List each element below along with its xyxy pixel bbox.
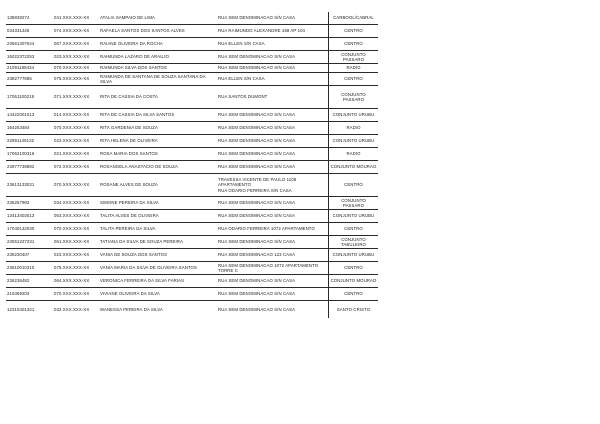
cpf-cell: 074.XXX.XXX-XX [54,28,90,34]
bairro-cell: RADIO [329,64,379,73]
table-row [6,51,378,64]
nis-cell: 23661307644 [7,41,35,47]
address-cell: RUA ELLEN S/N CASA [218,76,265,82]
nis-cell: 2382777685 [7,76,32,82]
table-row [6,64,378,73]
nis-cell: 138839274 [7,15,30,21]
nis-cell: 17062100316 [7,151,35,157]
name-cell: ROSANGELA ANASTACIO DE SOUZA [100,164,178,170]
cpf-cell: 063.XXX.XXX-XX [54,213,90,219]
name-cell: RITA DE CASSIA DA SILVA SANTOS [100,112,175,118]
cpf-cell: 064.XXX.XXX-XX [54,278,90,284]
address-cell: RUA ELLEN S/N CASA [218,41,265,47]
bairro-cell: CONJUNTO TABULEIRO [329,236,379,249]
address-cell: RUA SANTOS DUMONT [218,94,268,100]
name-cell: RAFAELA SANTOS DOS SANTOS ALVES [100,28,185,34]
cpf-cell: 014.XXX.XXX-XX [54,112,90,118]
bairro-cell: CARBOOL/CABRAL [329,12,379,25]
table-row [6,122,378,135]
name-cell: RITA HELENA DE OLIVEIRA [100,138,158,144]
table-row [6,25,378,38]
bairro-cell: RADIO [329,122,379,135]
bairro-cell: CENTRO [329,73,379,86]
nis-cell: 23061227231 [7,239,35,245]
address-cell: RUA SEM DENOMINACAO S/N CASA [218,151,296,157]
address-cell: RUA SEM DENOMINACAO S/N CASA [218,239,296,245]
bairro-cell: CENTRO [329,25,379,38]
name-cell: SIMONE PEREIRA DA SILVA [100,200,159,206]
address-cell: RUA SEM DENOMINACAO S/N CASA [218,54,296,60]
bairro-cell: CONJUNTO MOURAO [329,161,379,174]
cpf-cell: 070.XXX.XXX-XX [54,65,90,71]
cpf-cell: 070.XXX.XXX-XX [54,291,90,297]
table-row [6,38,378,51]
nis-cell: 236236482 [7,278,30,284]
nis-cell: 236267982 [7,200,30,206]
name-cell: ROSANE ALVES DE SOUZA [100,182,158,188]
cpf-cell: 021.XXX.XXX-XX [54,151,90,157]
bairro-cell: CONJUNTO MOURAO [329,275,379,288]
nis-cell: 034331345 [7,28,30,34]
bairro-cell: CONJUNTO PASSARO [329,51,379,64]
name-cell: RAIMUNDA LAZARO DE ARAUJO [100,54,170,60]
table-row [6,12,378,25]
table-row [6,73,378,86]
table-row [6,210,378,223]
cpf-cell: 023.XXX.XXX-XX [54,54,90,60]
cpf-cell: 023.XXX.XXX-XX [54,252,90,258]
name-cell: TALITA PEREIRA DA SILVA [100,226,156,232]
nis-cell: 16022372253 [7,54,35,60]
nis-cell: 22891149132 [7,138,35,144]
address-cell: RUA SEM DENOMINACAO S/N CASA [218,278,296,284]
nis-cell: 17061100219 [7,94,35,100]
table-row [6,135,378,148]
bairro-cell: RADIO [329,148,379,161]
bairro-cell: CENTRO [329,38,379,51]
bairro-cell: CONJUNTO URUBU [329,109,379,122]
table-row [6,86,378,109]
table-row [6,275,378,288]
cpf-cell: 032.XXX.XXX-XX [54,306,90,312]
name-cell: ROSA MARIA DOS SANTOS [100,151,158,157]
address-line-secondary: RUA ODARIO FERREIRA S/N CASA [218,187,292,193]
table-row [6,161,378,174]
address-cell: RUA SEM DENOMINACAO 123 CASA [218,252,296,258]
address-line: RUA SEM DENOMINACAO 1072 APARTAMENTO [218,262,319,268]
nis-cell: 164253484 [7,125,30,131]
nis-cell: 236230407 [7,252,30,258]
table-row [6,236,378,249]
address-cell: RUA SEM DENOMINACAO S/N CASA [218,112,296,118]
bairro-cell: CONJUNTO PASSARO [329,86,379,109]
nis-cell: 17040132030 [7,226,35,232]
cpf-cell: 072.XXX.XXX-XX [54,164,90,170]
bairro-cell: SANTO CRISTO [329,301,379,319]
address-cell: RUA SEM DENOMINACAO S/N CASA [218,164,296,170]
cpf-cell: 071.XXX.XXX-XX [54,94,90,100]
name-cell: VIVIANE OLIVEIRA DA SILVA [100,291,160,297]
bairro-cell: CONJUNTO URUBU [329,249,379,262]
bairro-cell: CENTRO [329,174,379,197]
name-cell: RAIMUNDA DE SANTANA DE SOUZA SANTANA DA SILVA [100,73,206,84]
nis-cell: 14422001013 [7,112,35,118]
table-row [6,223,378,236]
name-cell: RAIANE OLIVEIRA DA ROCHA [100,41,163,47]
address-cell: RUA SEM DENOMINACAO S/N CASA [218,125,296,131]
cpf-cell: 070.XXX.XXX-XX [54,226,90,232]
name-cell: RAIMUNDA SILVA DOS SANTOS [100,65,167,71]
bairro-cell: CENTRO [329,262,379,275]
table-row [6,197,378,210]
name-cell: RITA DE CASSIA DA COSTA [100,94,159,100]
name-cell: TATIANA DA SILVA DE SOUZA PEREIRA [100,239,183,245]
address-cell: RUA SEM DENOMINACAO S/N CASA [218,306,296,312]
name-cell: RITA GARDENIA DE SOUZA [100,125,158,131]
name-cell: ATALIA SAMPAIO DE LIMA [100,15,155,21]
address-cell: RUA ODARIO FERREIRA 1072 APARTAMENTO [218,226,315,232]
bairro-cell: CONJUNTO URUBU [329,135,379,148]
address-cell: RUA SEM DENOMINACAO S/N CASA [218,65,296,71]
address-cell: RUA SEM DENOMINACAO S/N CASA [218,213,296,219]
table-row [6,174,378,197]
bairro-cell: CONJUNTO PASSARO [329,197,379,210]
beneficiary-table [6,12,378,318]
nis-cell: 23977739882 [7,164,35,170]
cpf-cell: 023.XXX.XXX-XX [54,138,90,144]
nis-cell: 216369203 [7,291,30,297]
cpf-cell: 075.XXX.XXX-XX [54,76,90,82]
name-cell: VANIA MARIA DA SILVA DE OLIVEIRA SANTOS [100,265,197,271]
table-row [6,148,378,161]
address-line: TRAVESSA VICENTE DE PAULO 1108 APARTAMENTO [218,177,297,188]
nis-cell: 21091189434 [7,65,35,71]
table-row [6,109,378,122]
cpf-cell: 070.XXX.XXX-XX [54,182,90,188]
table-row [6,288,378,301]
name-cell: VERONICA FERREIRA DA SILVA FARIAS [100,278,185,284]
nis-cell: 12310401321 [7,306,35,312]
cpf-cell: 075.XXX.XXX-XX [54,265,90,271]
nis-cell: 23613133031 [7,182,35,188]
address-cell: RUA SEM DENOMINACAO S/N CASA [218,291,296,297]
address-cell [217,262,329,275]
address-cell: RUA RAIMUNDO ALEXANDRE 158 AP 104 [218,28,306,34]
name-cell: TALITA ALVES DE OLIVEIRA [100,213,159,219]
nis-cell: 23610010310 [7,265,35,271]
name-cell: WANESSA PEREIRA DA SILVA [100,306,163,312]
address-cell: RUA SEM DENOMINACAO S/N CASA [218,15,296,21]
cpf-cell: 070.XXX.XXX-XX [54,125,90,131]
bairro-cell: CONJUNTO URUBU [329,210,379,223]
bairro-cell: CENTRO [329,288,379,301]
address-cell [217,174,329,197]
bairro-cell: CENTRO [329,223,379,236]
cpf-cell: 067.XXX.XXX-XX [54,41,90,47]
table-row [6,301,378,319]
address-cell: RUA SEM DENOMINACAO S/N CASA [218,138,296,144]
address-cell: RUA SEM DENOMINACAO S/N CASA [218,200,296,206]
table-row [6,262,378,275]
table-row [6,249,378,262]
name-cell: VANIA DE SOUZA DOS SANTOS [100,252,168,258]
cpf-cell: 041.XXX.XXX-XX [54,15,90,21]
nis-cell: 13413403013 [7,213,35,219]
cpf-cell: 061.XXX.XXX-XX [54,239,90,245]
address-line-secondary: TORRE C [218,268,238,273]
cpf-cell: 034.XXX.XXX-XX [54,200,90,206]
